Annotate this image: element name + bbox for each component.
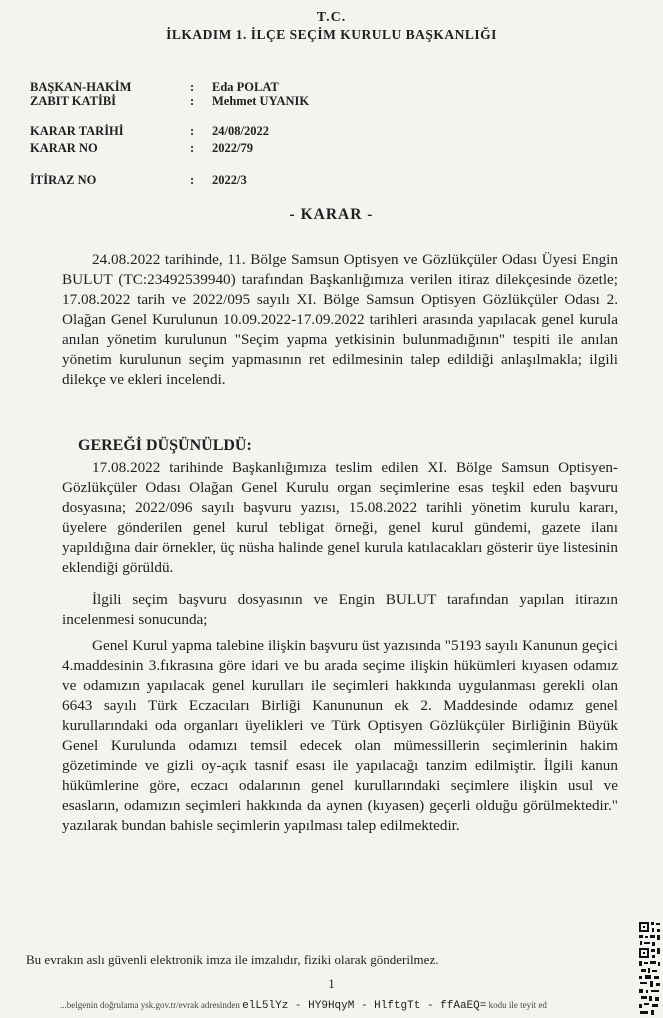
decision-title: - KARAR - bbox=[289, 206, 374, 223]
meta-key: İTİRAZ NO bbox=[30, 173, 97, 187]
paragraph-text: Genel Kurul yapma talebine ilişkin başvuru üst yazısında "5193 sayılı Kanunun geçici 4.maddesinin 3.fıkrasına göre idari ve bu arada seçime ilişkin hükümleri kıyasen odamız ve odamızın yapılacak genel kurulları ile seçimleri hakkında uygulanması gerekli olan 6643 sayılı Türk Eczacıları Birliği Kanununun ek 2. Maddesinde odamız genel kurullarındaki oda organları üyelikleri ve Türk Optisyen Gözlükçüler Birliğinin Büyük Genel Kurulunda odamızı temsil edecek olan mümessillerin seçimlerinin hakim gözetiminde ve gizli oy-açık tasnif esası ile yapılacağı tanzim edilmiştir. İlgili kanun hükümlerine göre, eczacı odalarının genel kurullarındaki seçimlere ilişkin usul ve esasların, odamızın seçimleri hakkında da aynen (kıyasen) geçerli olduğu görülmektedir." yazılarak bundan bahisle seçimlerin yapılması talep edilmektedir. bbox=[62, 637, 618, 834]
meta-colon: : bbox=[190, 141, 195, 155]
paragraph-request bbox=[62, 636, 618, 836]
verification-suffix: kodu ile teyit ed bbox=[488, 1000, 547, 1010]
meta-value: 2022/79 bbox=[212, 141, 253, 155]
meta-value: 24/08/2022 bbox=[212, 124, 269, 138]
paragraph-application-file bbox=[62, 458, 618, 578]
meta-colon: : bbox=[190, 94, 195, 108]
meta-key: BAŞKAN-HAKİM bbox=[30, 80, 132, 94]
meta-value: Mehmet UYANIK bbox=[212, 94, 310, 108]
meta-colon: : bbox=[190, 173, 195, 187]
e-signature-note: Bu evrakın aslı güvenli elektronik imza ile imzalıdır, fiziki olarak gönderilmez. bbox=[26, 952, 439, 967]
page-number: 1 bbox=[328, 976, 335, 991]
qr-code-icon bbox=[637, 918, 663, 1018]
header-organization: İLKADIM 1. İLÇE SEÇİM KURULU BAŞKANLIĞI bbox=[166, 27, 497, 42]
meta-value: Eda POLAT bbox=[212, 80, 279, 94]
meta-key: KARAR NO bbox=[30, 141, 98, 155]
paragraph-text: İlgili seçim başvuru dosyasının ve Engin BULUT tarafından yapılan itirazın incelenmesi sonucunda; bbox=[62, 591, 618, 628]
verification-prefix: ...belgenin doğrulama ysk.gov.tr/evrak adresinden bbox=[60, 1000, 240, 1010]
geregi-heading: GEREĞİ DÜŞÜNÜLDÜ: bbox=[78, 437, 252, 454]
paragraph-summary bbox=[62, 250, 618, 390]
meta-value: 2022/3 bbox=[212, 173, 247, 187]
meta-key: ZABIT KATİBİ bbox=[30, 94, 117, 108]
verification-line bbox=[60, 1000, 547, 1012]
paragraph-review bbox=[62, 590, 618, 630]
verification-code: elL5lYz - HY9HqyM - HlftgTt - ffAaEQ= bbox=[242, 1000, 487, 1012]
paragraph-text: 24.08.2022 tarihinde, 11. Bölge Samsun Optisyen ve Gözlükçüler Odası Üyesi Engin BULUT (TC:23492539940) tarafından Başkanlığımıza verilen itiraz dilekçesinde özetle; 17.08.2022 tarih ve 2022/095 sayılı XI. Bölge Samsun Optisyen Gözlükçüler Odası 2. Olağan Genel Kurulunun 10.09.2022-17.09.2022 tarihleri arasında yapılacak genel kurula anılan yönetim kurulunun "Seçim yapma yetkisinin bulunmadığının" tespiti ile anılan yönetim kurulunun seçim yapmasının ret edilmesinin talep edildiği anlaşılmakla; ilgili dilekçe ve ekleri incelendi. bbox=[62, 251, 618, 388]
meta-colon: : bbox=[190, 80, 195, 94]
paragraph-text: 17.08.2022 tarihinde Başkanlığımıza teslim edilen XI. Bölge Samsun Optisyen-Gözlükçüler Odası Olağan Genel Kurulu organ seçimlerine esas teşkil eden başvuru dosyasına; 2022/096 sayılı başvuru yazısı, 15.08.2022 tarihli yönetim kurulu kararı, üyelere gönderilen genel kurul tebligat örneği, genel kurul gündemi, gazete ilanı yapıldığına dair örnekler, üç nüsha halinde genel kurula katılacakları gösterir üye listesinin eklendiği görüldü. bbox=[62, 459, 618, 576]
header-tc: T.C. bbox=[316, 10, 347, 25]
meta-key: KARAR TARİHİ bbox=[30, 124, 124, 138]
meta-colon: : bbox=[190, 124, 195, 138]
